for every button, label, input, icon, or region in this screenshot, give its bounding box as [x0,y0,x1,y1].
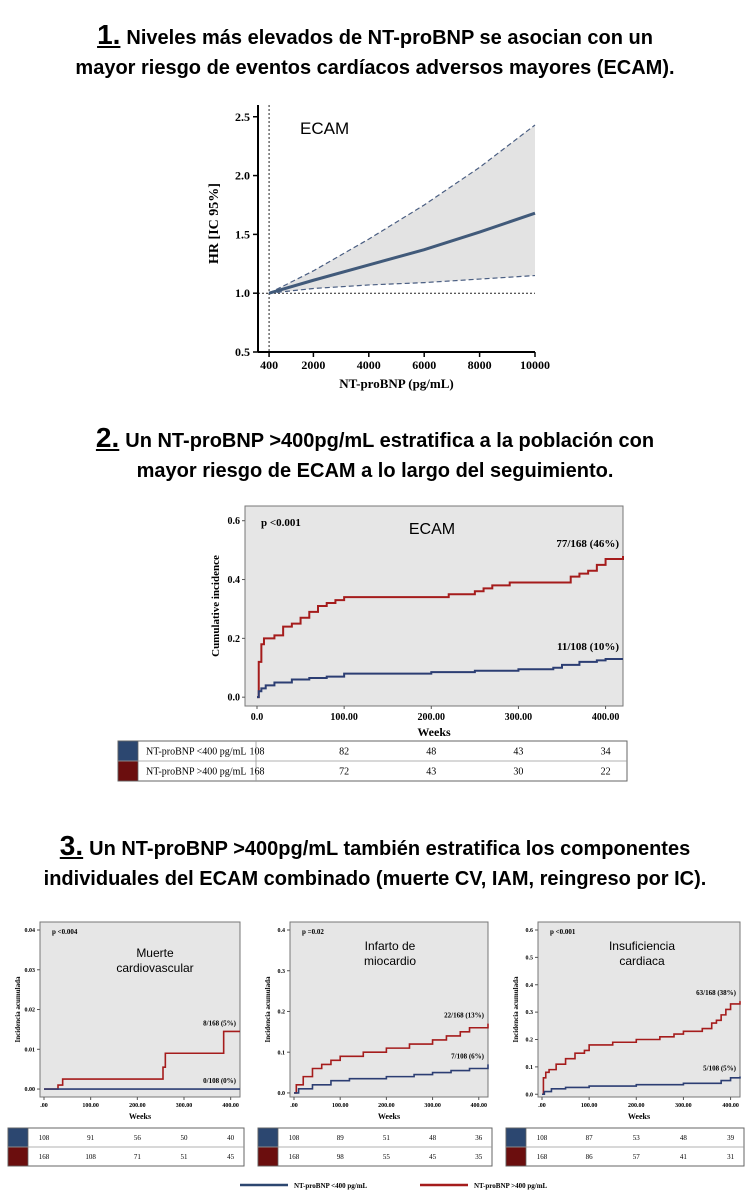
heading-1-line2: mayor riesgo de eventos cardíacos adversos mayores (ECAM). [75,57,675,79]
risk-row-label: NT-proBNP >400 pg/mL [146,766,247,778]
y-tick-label: 1.5 [235,227,250,242]
heading-2-line1: Un NT-proBNP >400pg/mL estratifica a la población con [125,430,655,452]
km-small-risk-table-1 [8,1128,244,1166]
risk-cell: 168 [249,766,265,778]
y-tick-label: 0.1 [525,1064,533,1071]
risk-cell: 43 [513,746,524,758]
km-main-chart [210,506,623,739]
y-tick-label: 0.01 [24,1047,35,1054]
risk-cell: 34 [600,746,611,758]
risk-cell: 168 [38,1152,50,1161]
heading-1-number: 1. [97,19,121,50]
risk-cell: 45 [227,1152,235,1161]
y-tick-label: 0.0 [525,1092,533,1099]
series-end-label-0: 77/168 (46%) [556,538,619,550]
chart-title-line: Infarto de [364,939,416,953]
risk-cell: 43 [426,766,437,778]
chart-title-line: Insuficiencia [608,939,676,953]
y-tick-label: 1.0 [235,286,250,301]
x-tick-label: .00 [538,1103,546,1109]
y-tick-label: 0.4 [277,928,285,935]
risk-cell: 108 [38,1133,50,1142]
y-axis-label: HR [IC 95%] [207,183,222,264]
p-value: p <0.001 [261,517,301,529]
chart-title-line: Muerte [136,946,174,960]
x-tick-label: 400.00 [722,1103,739,1109]
risk-cell: 45 [429,1152,437,1161]
risk-cell: 51 [180,1152,188,1161]
risk-row-swatch [118,761,138,781]
km-small-chart-3 [512,922,740,1121]
km-small-risk-table-3 [506,1128,744,1166]
chart-title-line: cardiovascular [116,961,194,975]
x-axis-label: NT-proBNP (pg/mL) [339,376,454,391]
series-end-label-0: 8/168 (5%) [203,1019,236,1028]
x-axis-label: Weeks [128,1112,152,1121]
x-tick-label: 300.00 [504,712,533,723]
x-tick-label: 400.00 [591,712,620,723]
x-tick-label: 400 [260,358,279,372]
y-tick-label: 0.4 [227,575,240,587]
risk-cell: 108 [85,1152,96,1161]
risk-cell: 168 [536,1152,548,1161]
y-tick-label: 0.6 [227,516,240,528]
hr-chart [207,105,550,391]
x-tick-label: 8000 [467,358,492,372]
risk-cell: 168 [288,1152,300,1161]
x-tick-label: 100.00 [580,1103,598,1109]
risk-cell: 48 [679,1133,687,1142]
y-tick-label: 0.3 [277,968,285,975]
series-end-label-1: 5/108 (5%) [703,1064,736,1073]
risk-cell: 91 [87,1133,95,1142]
y-tick-label: 0.04 [24,928,35,935]
series-end-label-1: 11/108 (10%) [556,640,619,653]
heading-3-line2: individuales del ECAM combinado (muerte CV, IAM, reingreso por IC). [43,868,707,890]
risk-cell: 72 [339,766,350,778]
risk-cell: 86 [585,1152,593,1161]
y-tick-label: 0.03 [24,967,35,974]
risk-cell: 39 [727,1133,735,1142]
risk-cell: 35 [475,1152,483,1161]
x-tick-label: 400.00 [222,1103,239,1109]
legend-label-1: NT-proBNP >400 pg/mL [474,1182,548,1190]
y-axis-label: Incidencia acumulada [14,976,22,1043]
km-small-chart-2 [264,922,488,1121]
chart-title-line: cardiaca [619,954,665,968]
heading-3-number: 3. [59,830,84,861]
risk-row-swatch [258,1128,278,1147]
x-tick-label: .00 [40,1103,48,1109]
risk-cell: 108 [536,1133,548,1142]
x-tick-label: 300.00 [675,1103,692,1109]
x-tick-label: 100.00 [331,1103,349,1109]
risk-cell: 89 [336,1133,344,1142]
series-end-label-1: 7/108 (6%) [451,1052,484,1061]
x-tick-label: 0.0 [250,712,264,723]
risk-row-swatch [506,1147,526,1166]
y-tick-label: 0.5 [235,345,250,359]
y-tick-label: 2.5 [235,109,250,124]
risk-cell: 53 [632,1133,640,1142]
p-value: p <0.001 [550,928,576,936]
heading-2-number: 2. [95,422,120,453]
risk-cell: 87 [585,1133,593,1142]
y-tick-label: 0.0 [227,692,240,704]
risk-cell: 48 [426,746,437,758]
risk-cell: 22 [600,766,611,778]
risk-cell: 57 [632,1152,640,1161]
risk-row-swatch [258,1147,278,1166]
risk-cell: 30 [513,766,524,778]
x-tick-label: 300.00 [175,1103,193,1109]
x-tick-label: 6000 [412,358,437,372]
y-tick-label: 0.1 [277,1050,285,1057]
heading-2-line2: mayor riesgo de ECAM a lo largo del seguimiento. [136,460,614,482]
x-tick-label: 100.00 [330,712,358,723]
risk-cell: 82 [339,746,350,758]
risk-cell: 51 [382,1133,390,1142]
risk-row-label: NT-proBNP <400 pg/mL [146,746,247,758]
series-end-label-1: 0/108 (0%) [203,1077,236,1086]
x-tick-label: .00 [290,1103,298,1109]
risk-cell: 40 [227,1133,235,1142]
y-tick-label: 0.6 [525,928,533,935]
risk-cell: 71 [133,1152,141,1161]
y-tick-label: 0.0 [277,1091,285,1098]
x-axis-label: Weeks [627,1112,651,1121]
p-value: p <0.004 [52,928,78,936]
ci-band [269,125,535,293]
series-end-label-0: 63/168 (38%) [696,989,736,998]
y-tick-label: 2.0 [235,168,250,183]
x-tick-label: 200.00 [417,712,446,723]
x-tick-label: 200.00 [129,1103,146,1109]
x-axis-label: Weeks [417,725,451,739]
y-axis-label: Incidencia acumulada [512,976,520,1043]
x-tick-label: 2000 [301,358,326,372]
risk-cell: 108 [249,746,265,758]
y-tick-label: 0.00 [24,1087,35,1094]
y-tick-label: 0.4 [525,982,533,989]
chart-title-line: miocardio [363,954,417,968]
legend-label-0: NT-proBNP <400 pg/mL [294,1182,368,1190]
chart-title: ECAM [408,521,456,538]
x-tick-label: 400.00 [470,1103,488,1109]
y-tick-label: 0.2 [227,633,240,645]
risk-cell: 108 [288,1133,300,1142]
heading-3-line1: Un NT-proBNP >400pg/mL también estratifica los componentes [89,838,691,860]
y-tick-label: 0.2 [277,1009,285,1016]
risk-cell: 41 [679,1152,687,1161]
y-axis-label: Cumulative incidence [210,555,222,657]
legend [240,1182,548,1190]
heading-1-line1: Niveles más elevados de NT-proBNP se asocian con un [126,27,653,49]
x-tick-label: 4000 [356,358,381,372]
km-small-risk-table-2 [258,1128,492,1166]
x-tick-label: 300.00 [424,1103,441,1109]
risk-cell: 55 [382,1152,390,1161]
series-end-label-0: 22/168 (13%) [444,1011,484,1020]
risk-row-swatch [8,1128,28,1147]
risk-cell: 31 [727,1152,735,1161]
y-tick-label: 0.3 [525,1010,533,1017]
risk-row-swatch [506,1128,526,1147]
risk-row-swatch [8,1147,28,1166]
risk-cell: 56 [133,1133,141,1142]
km-small-chart-1 [14,922,240,1121]
y-tick-label: 0.5 [525,955,533,962]
km-main-risk-table [118,741,627,781]
x-axis-label: Weeks [377,1112,401,1121]
x-tick-label: 200.00 [628,1103,645,1109]
risk-cell: 36 [475,1133,483,1142]
risk-cell: 48 [429,1133,437,1142]
chart-title: ECAM [300,119,350,138]
risk-cell: 98 [336,1152,344,1161]
y-tick-label: 0.02 [24,1007,35,1014]
risk-row-swatch [118,741,138,761]
x-tick-label: 10000 [520,358,550,372]
x-tick-label: 100.00 [82,1103,99,1109]
y-axis-label: Incidencia acumulada [264,976,272,1043]
x-tick-label: 200.00 [378,1103,395,1109]
p-value: p =0.02 [302,928,324,936]
risk-cell: 50 [180,1133,188,1142]
y-tick-label: 0.2 [525,1037,533,1044]
